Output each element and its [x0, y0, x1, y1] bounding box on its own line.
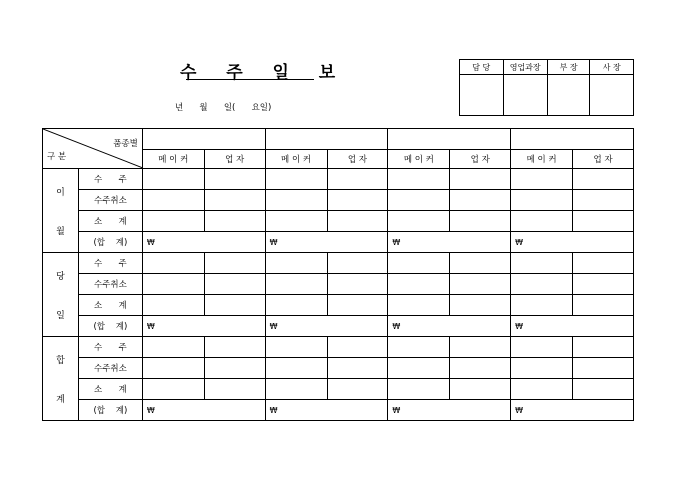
table-row [43, 274, 634, 295]
total-amount-cell[interactable]: ₩ [388, 316, 511, 337]
total-amount-cell[interactable]: ₩ [388, 232, 511, 253]
data-cell[interactable] [327, 253, 388, 274]
data-cell[interactable] [204, 337, 265, 358]
total-amount-cell[interactable]: ₩ [265, 316, 388, 337]
data-cell[interactable] [204, 211, 265, 232]
data-cell[interactable] [265, 253, 327, 274]
date-line: 년 월 일( 요일) [175, 103, 272, 113]
sub-header-maker: 메 이 커 [388, 150, 450, 169]
data-cell[interactable] [388, 211, 450, 232]
data-cell[interactable] [204, 253, 265, 274]
data-cell[interactable] [450, 379, 511, 400]
data-cell[interactable] [265, 169, 327, 190]
row-label: 소 계 [78, 211, 142, 232]
approval-sign-manager[interactable] [503, 75, 547, 116]
data-cell[interactable] [204, 358, 265, 379]
product-header-cell[interactable] [388, 129, 511, 150]
data-cell[interactable] [204, 274, 265, 295]
data-cell[interactable] [388, 253, 450, 274]
data-cell[interactable] [450, 337, 511, 358]
data-cell[interactable] [450, 295, 511, 316]
total-amount-cell[interactable]: ₩ [142, 316, 265, 337]
data-cell[interactable] [511, 337, 573, 358]
data-cell[interactable] [204, 379, 265, 400]
data-cell[interactable] [265, 211, 327, 232]
data-cell[interactable] [265, 337, 327, 358]
data-cell[interactable] [388, 190, 450, 211]
data-cell[interactable] [511, 169, 573, 190]
data-cell[interactable] [388, 169, 450, 190]
table-row [43, 316, 634, 337]
sub-header-vendor: 업 자 [450, 150, 511, 169]
data-cell[interactable] [142, 295, 204, 316]
data-cell[interactable] [450, 211, 511, 232]
approval-header-president: 사 장 [590, 60, 634, 75]
approval-sign-president[interactable] [590, 75, 634, 116]
sub-header-vendor: 업 자 [573, 150, 634, 169]
table-row [43, 400, 634, 421]
table-row [43, 358, 634, 379]
data-cell[interactable] [511, 358, 573, 379]
data-cell[interactable] [511, 211, 573, 232]
product-header-cell[interactable] [142, 129, 265, 150]
total-amount-cell[interactable]: ₩ [388, 400, 511, 421]
data-cell[interactable] [327, 274, 388, 295]
data-cell[interactable] [327, 169, 388, 190]
approval-header-staff: 담 당 [460, 60, 504, 75]
order-report-table [42, 128, 634, 421]
data-cell[interactable] [265, 274, 327, 295]
group-label-bottom: 월 [56, 226, 65, 237]
total-amount-cell[interactable]: ₩ [511, 232, 634, 253]
data-cell[interactable] [450, 358, 511, 379]
product-header-cell[interactable] [265, 129, 388, 150]
total-amount-cell[interactable]: ₩ [511, 316, 634, 337]
data-cell[interactable] [142, 190, 204, 211]
table-row [43, 169, 634, 190]
data-cell[interactable] [573, 358, 634, 379]
row-label: 수 주 [78, 169, 142, 190]
data-cell[interactable] [450, 190, 511, 211]
data-cell[interactable] [573, 169, 634, 190]
data-cell[interactable] [573, 211, 634, 232]
row-label: (합 계) [78, 232, 142, 253]
row-label: 수주취소 [78, 190, 142, 211]
sub-header-vendor: 업 자 [327, 150, 388, 169]
approval-header-director: 부 장 [547, 60, 590, 75]
data-cell[interactable] [573, 295, 634, 316]
table-row [43, 337, 634, 358]
data-cell[interactable] [573, 253, 634, 274]
table-row [43, 253, 634, 274]
title-underline [186, 79, 314, 80]
data-cell[interactable] [142, 274, 204, 295]
data-cell[interactable] [388, 358, 450, 379]
data-cell[interactable] [327, 379, 388, 400]
data-cell[interactable] [327, 295, 388, 316]
product-header-cell[interactable] [511, 129, 634, 150]
data-cell[interactable] [265, 190, 327, 211]
data-cell[interactable] [265, 295, 327, 316]
total-amount-cell[interactable]: ₩ [265, 400, 388, 421]
data-cell[interactable] [511, 295, 573, 316]
data-cell[interactable] [327, 337, 388, 358]
sub-header-maker: 메 이 커 [265, 150, 327, 169]
group-label-bottom: 일 [56, 310, 65, 321]
group-label-top: 당 [56, 271, 65, 282]
approval-box [459, 59, 634, 116]
data-cell[interactable] [204, 169, 265, 190]
group-label [43, 337, 79, 421]
data-cell[interactable] [450, 169, 511, 190]
data-cell[interactable] [388, 337, 450, 358]
data-cell[interactable] [573, 337, 634, 358]
data-cell[interactable] [142, 253, 204, 274]
total-amount-cell[interactable]: ₩ [142, 400, 265, 421]
data-cell[interactable] [573, 190, 634, 211]
data-cell[interactable] [204, 295, 265, 316]
page-title: 수 주 일 보 [180, 63, 338, 83]
corner-label-category: 구 분 [47, 152, 67, 162]
table-row [43, 190, 634, 211]
row-label: (합 계) [78, 400, 142, 421]
data-cell[interactable] [573, 379, 634, 400]
approval-header-manager: 영업과장 [503, 60, 547, 75]
data-cell[interactable] [142, 211, 204, 232]
row-label: 수 주 [78, 337, 142, 358]
data-cell[interactable] [450, 253, 511, 274]
approval-sign-director[interactable] [547, 75, 590, 116]
group-label-top: 이 [56, 187, 65, 198]
data-cell[interactable] [388, 379, 450, 400]
total-amount-cell[interactable]: ₩ [265, 232, 388, 253]
total-amount-cell[interactable]: ₩ [142, 232, 265, 253]
data-cell[interactable] [327, 211, 388, 232]
approval-sign-staff[interactable] [460, 75, 504, 116]
table-row [43, 232, 634, 253]
data-cell[interactable] [142, 358, 204, 379]
data-cell[interactable] [265, 379, 327, 400]
data-cell[interactable] [327, 358, 388, 379]
table-row [43, 379, 634, 400]
data-cell[interactable] [511, 274, 573, 295]
row-label: 수 주 [78, 253, 142, 274]
sub-header-maker: 메 이 커 [511, 150, 573, 169]
group-label [43, 169, 79, 253]
data-cell[interactable] [327, 190, 388, 211]
data-cell[interactable] [511, 190, 573, 211]
row-label: 수주취소 [78, 358, 142, 379]
data-cell[interactable] [388, 274, 450, 295]
data-cell[interactable] [142, 337, 204, 358]
row-label: (합 계) [78, 316, 142, 337]
sub-header-maker: 메 이 커 [142, 150, 204, 169]
table-row [43, 211, 634, 232]
data-cell[interactable] [265, 358, 327, 379]
group-label [43, 253, 79, 337]
corner-label-product: 품종별 [113, 139, 138, 149]
row-label: 수주취소 [78, 274, 142, 295]
data-cell[interactable] [511, 379, 573, 400]
header-corner [43, 129, 143, 169]
group-label-top: 합 [56, 355, 65, 366]
sub-header-vendor: 업 자 [204, 150, 265, 169]
total-amount-cell[interactable]: ₩ [511, 400, 634, 421]
table-row [43, 295, 634, 316]
group-label-bottom: 계 [56, 394, 65, 405]
data-cell[interactable] [204, 190, 265, 211]
data-cell[interactable] [142, 379, 204, 400]
row-label: 소 계 [78, 379, 142, 400]
row-label: 소 계 [78, 295, 142, 316]
data-cell[interactable] [142, 169, 204, 190]
data-cell[interactable] [388, 295, 450, 316]
data-cell[interactable] [511, 253, 573, 274]
data-cell[interactable] [450, 274, 511, 295]
data-cell[interactable] [573, 274, 634, 295]
